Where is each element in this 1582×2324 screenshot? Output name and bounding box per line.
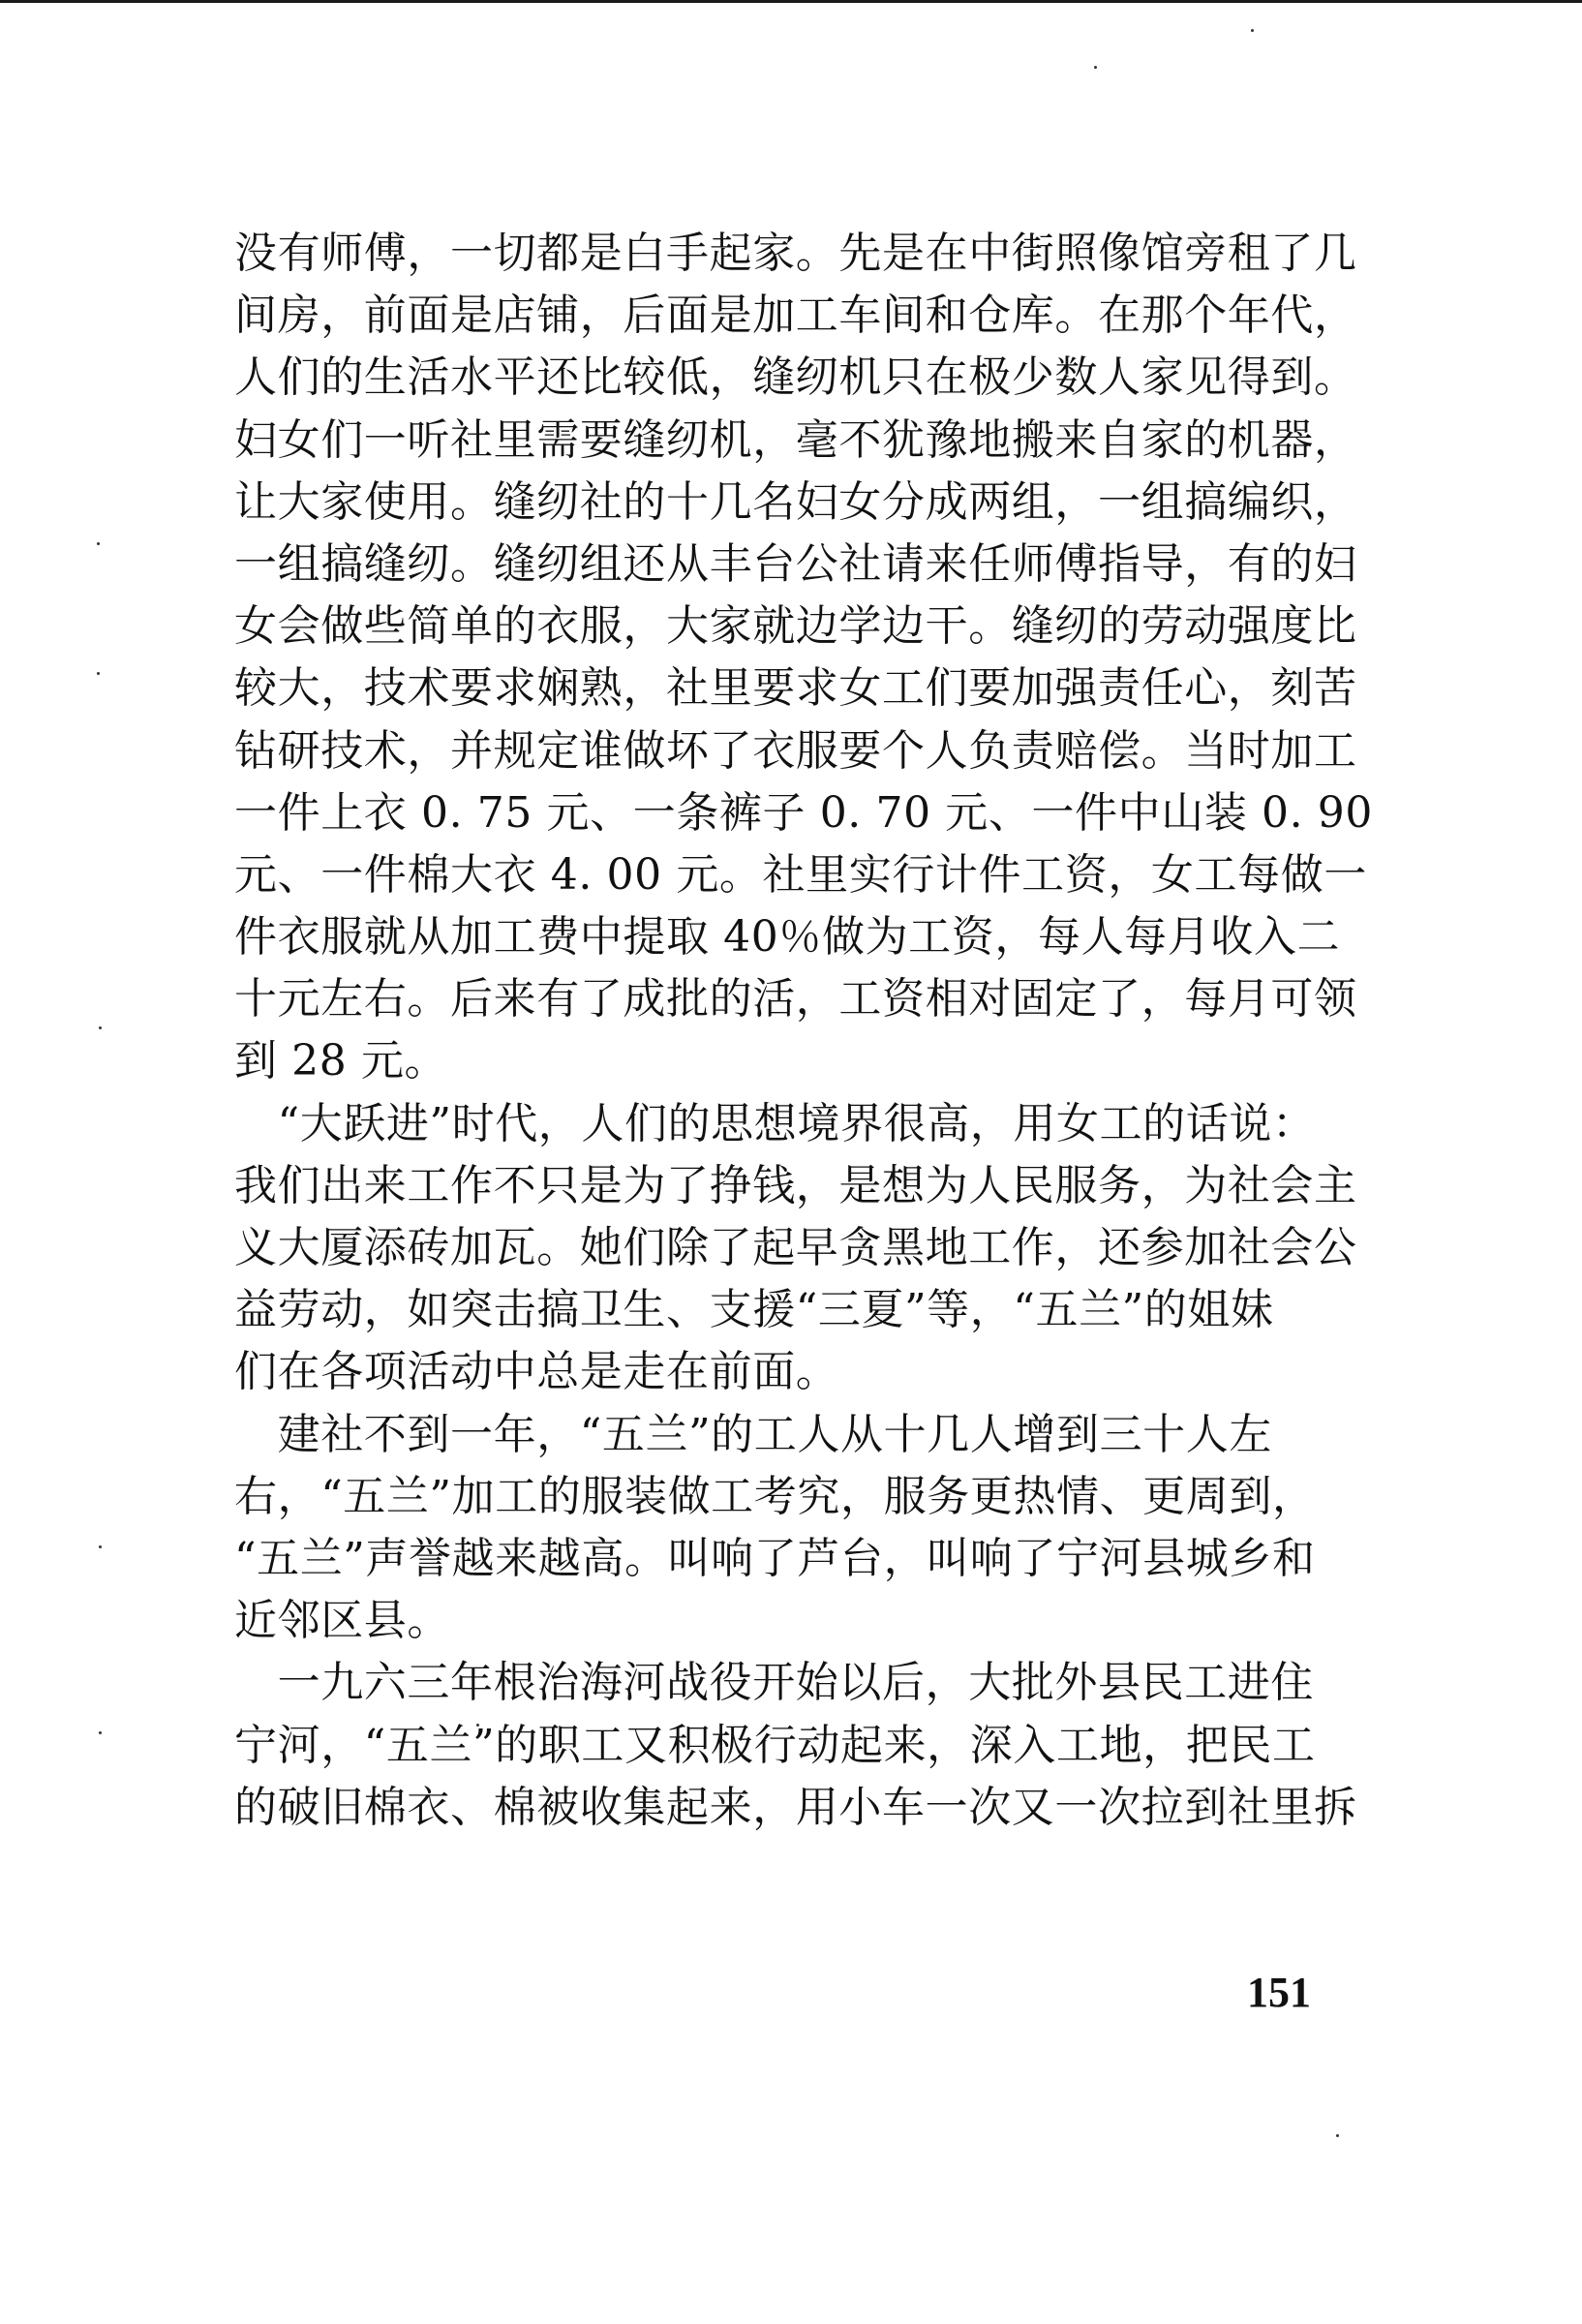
paragraph-2 xyxy=(234,1093,1357,1404)
paragraph-4 xyxy=(234,1652,1357,1839)
text-line: 件衣服就从加工费中提取 40％做为工资，每人每月收入二 xyxy=(234,912,1341,963)
text-line: 一件上衣 0. 75 元、一条裤子 0. 70 元、一件中山装 0. 90 xyxy=(234,787,1373,838)
scan-speck xyxy=(1336,2134,1339,2137)
page-number: 151 xyxy=(1247,1969,1311,2016)
text-line: 义大厦添砖加瓦。她们除了起早贪黑地工作，还参加社会公 xyxy=(234,1223,1357,1272)
top-border-rule xyxy=(0,0,1582,3)
scan-speck xyxy=(99,1545,102,1548)
text-line: 一九六三年根治海河战役开始以后，大批外县民工进住 xyxy=(234,1658,1314,1708)
text-line: 人们的生活水平还比较低，缝纫机只在极少数人家见得到。 xyxy=(234,352,1357,403)
text-line: 间房，前面是店铺，后面是加工车间和仓库。在那个年代， xyxy=(234,290,1357,341)
text-line: “五兰”声誉越来越高。叫响了芦台，叫响了宁河县城乡和 xyxy=(234,1533,1316,1583)
paragraph-1 xyxy=(234,223,1373,1093)
text-line: 元、一件棉大衣 4. 00 元。社里实行计件工资，女工每做一 xyxy=(234,849,1367,900)
scan-speck xyxy=(97,672,100,675)
text-line: “大跃进”时代，人们的思想境界很高，用女工的话说： xyxy=(234,1098,1316,1148)
scan-speck xyxy=(1094,66,1097,69)
scan-speck xyxy=(97,542,100,545)
page-body xyxy=(234,223,1373,1839)
text-line: 一组搞缝纫。缝纫组还从丰台公社请来任师傅指导，有的妇 xyxy=(234,538,1357,589)
scan-speck xyxy=(99,1731,102,1734)
scan-speck xyxy=(99,1026,102,1029)
text-line: 十元左右。后来有了成批的活，工资相对固定了，每月可领 xyxy=(234,974,1357,1024)
text-line: 建社不到一年，“五兰”的工人从十几人增到三十人左 xyxy=(234,1409,1272,1459)
text-line: 妇女们一听社里需要缝纫机，毫不犹豫地搬来自家的机器， xyxy=(234,414,1357,465)
text-line: 没有师傅，一切都是白手起家。先是在中街照像馆旁租了几 xyxy=(234,229,1357,278)
text-line: 我们出来工作不只是为了挣钱，是想为人民服务，为社会主 xyxy=(234,1160,1357,1210)
text-line: 让大家使用。缝纫社的十几名妇女分成两组，一组搞编织， xyxy=(234,476,1357,527)
text-line: 益劳动，如突击搞卫生、支援“三夏”等，“五兰”的姐妹 xyxy=(234,1285,1274,1335)
text-line: 较大，技术要求娴熟，社里要求女工们要加强责任心，刻苦 xyxy=(234,663,1357,714)
text-line: 右，“五兰”加工的服装做工考究，服务更热情、更周到， xyxy=(234,1471,1316,1521)
text-line: 的破旧棉衣、棉被收集起来，用小车一次又一次拉到社里拆 xyxy=(234,1782,1357,1832)
text-line: 们在各项活动中总是走在前面。 xyxy=(234,1347,839,1397)
paragraph-3 xyxy=(234,1404,1321,1653)
text-line: 近邻区县。 xyxy=(234,1596,450,1646)
text-line: 宁河，“五兰”的职工又积极行动起来，深入工地，把民工 xyxy=(234,1720,1316,1770)
scan-speck xyxy=(1251,29,1254,32)
text-line: 女会做些简单的衣服，大家就边学边干。缝纫的劳动强度比 xyxy=(234,601,1357,652)
text-line: 钻研技术，并规定谁做坏了衣服要个人负责赔偿。当时加工 xyxy=(234,725,1357,776)
text-line: 到 28 元。 xyxy=(234,1036,448,1086)
